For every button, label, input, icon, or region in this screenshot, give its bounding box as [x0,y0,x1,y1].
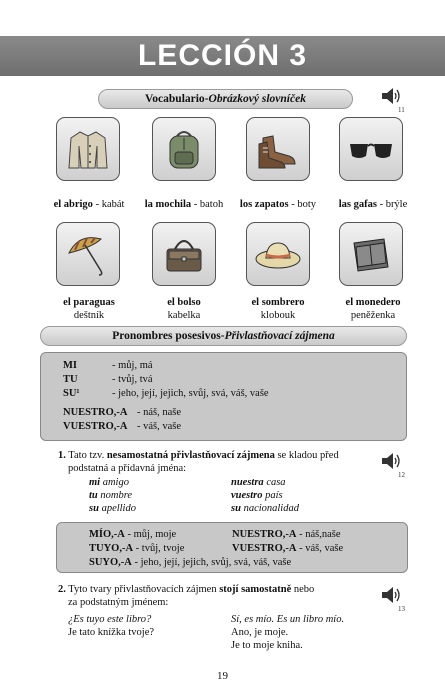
tile-glasses [339,117,403,181]
pronoun-row [63,388,80,399]
rule-number: 2. [58,584,66,595]
rule-text: se kladou před [274,450,339,461]
example [89,477,129,488]
caption-es: el sombrero [251,297,305,308]
vocabulary-header [98,89,353,109]
rule-1-line2: podstatná a přídavná jména: [68,463,187,474]
track-number: 13 [398,605,405,613]
caption-cz: peněženka [350,310,396,321]
caption-es: el monedero [345,297,401,308]
example [89,503,136,514]
rule-2-line2: za podstatným jménem: [68,597,169,608]
vocabulary-header-sep: - [204,93,209,105]
caption-4: las gafas - brýle [338,199,408,210]
caption-es: el abrigo [53,199,93,210]
shoes-icon [253,124,303,174]
speaker-icon[interactable] [381,87,403,105]
pronoun: VUESTRO,-A [232,543,297,554]
example-pronoun: vuestro [231,490,263,501]
vocabulary-header-cz: Obrázkový slovníček [208,93,306,105]
example-pronoun: su [231,503,241,514]
caption-es: el bolso [167,297,201,308]
pronouns-header-es: Pronombres posesivos [112,330,221,342]
example-noun: casa [263,477,286,488]
caption-2: la mochila - batoh [144,199,224,210]
tile-wallet [339,222,403,286]
tile-umbrella [56,222,120,286]
example-noun: nacionalidad [240,503,299,514]
example-answer-translation: Ano, je moje. [231,627,289,638]
pronoun-row [63,374,78,385]
pronoun: MÍO,-A [89,529,125,540]
glasses-icon [346,124,396,174]
tile-coat [56,117,120,181]
pronoun-row [63,407,127,418]
example-question-translation: Je tato knížka tvoje? [68,627,155,638]
backpack-icon [159,124,209,174]
pronoun-meaning: - můj, moje [127,529,177,540]
example [231,490,283,501]
caption-es: la mochila [144,199,192,210]
coat-icon [63,124,113,174]
caption-3: los zapatos - boty [239,199,317,210]
hat-icon [253,229,303,279]
tile-handbag [152,222,216,286]
lesson-title-banner [0,36,445,76]
example-answer: Sí, es mío. Es un libro mío. [231,614,345,625]
pronoun-row [89,529,176,540]
pronoun: TUYO,-A [89,543,134,554]
caption-cz: kabelka [167,310,201,321]
pronoun-row [89,557,291,568]
pronoun: NUESTRO,-A [232,529,297,540]
rule-2 [58,584,314,597]
pronoun-row [232,529,341,540]
example-pronoun: nuestra [231,477,264,488]
caption-es: el paraguas [63,297,115,308]
tile-hat [246,222,310,286]
pronoun: SU¹ [63,388,80,399]
caption-cz: deštník [73,310,105,321]
pronoun-meaning: - váš, vaše [137,421,182,432]
pronoun: NUESTRO,-A [63,407,128,418]
caption-5 [46,296,132,322]
pronoun: VUESTRO,-A [63,421,128,432]
pronoun-meaning: - tvůj, tvá [112,374,153,385]
lesson-title: LECCIÓN 3 [137,39,308,72]
example-noun: apellido [98,503,136,514]
pronoun: MI [63,360,77,371]
pronoun-row [63,360,77,371]
example [231,477,286,488]
rule-text: Tyto tvary přivlastňovacích zájmen [65,584,220,595]
pronoun-meaning: - můj, má [112,360,153,371]
example-pronoun: su [89,503,99,514]
example-pronoun: tu [89,490,98,501]
speaker-icon[interactable] [381,452,403,470]
handbag-icon [159,229,209,279]
vocabulary-header-es: Vocabulario [145,93,205,105]
rule-1 [58,450,339,463]
track-number: 12 [398,471,405,479]
speaker-icon[interactable] [381,586,403,604]
caption-7 [234,296,322,322]
pronoun-meaning: - jeho, její, jejich, svůj, svá, váš, vaše [134,557,292,568]
track-number: 11 [398,106,405,114]
pronouns-header [40,326,407,346]
pronoun-row [89,543,184,554]
pronoun: TU [63,374,78,385]
pronoun-row [232,543,343,554]
wallet-icon [346,229,396,279]
caption-cz: klobouk [260,310,296,321]
example-noun: país [262,490,283,501]
caption-cz: brýle [385,199,408,210]
caption-cz: boty [297,199,317,210]
pronoun-meaning: - náš,naše [299,529,341,540]
example-noun: nombre [97,490,133,501]
caption-1: el abrigo - kabát [53,199,125,210]
rule-text: nebo [291,584,315,595]
caption-es: las gafas [338,199,377,210]
caption-8 [328,296,418,322]
umbrella-icon [63,229,113,279]
rule-emphasis: stojí samostatně [219,584,292,595]
example-pronoun: mi [89,477,101,488]
rule-number: 1. [58,450,66,461]
caption-cz: kabát [101,199,125,210]
pronouns-header-sep: - [220,330,225,342]
caption-cz: batoh [199,199,224,210]
rule-emphasis: nesamostatná přivlastňovací zájmena [106,450,275,461]
caption-es: los zapatos [239,199,289,210]
caption-6 [140,296,228,322]
pronoun: SUYO,-A [89,557,132,568]
pronoun-meaning: - váš, vaše [299,543,344,554]
pronoun-meaning: - jeho, její, jejich, svůj, svá, váš, vaše [112,388,269,399]
pronoun-row [63,421,127,432]
example-noun: amigo [100,477,129,488]
tile-shoes [246,117,310,181]
pronouns-header-cz: Přivlastňovací zájmena [224,330,335,342]
example-answer-translation: Je to moje kniha. [231,640,303,651]
example-question: ¿Es tuyo este libro? [68,614,152,625]
rule-text: Tato tzv. [65,450,107,461]
tile-backpack [152,117,216,181]
pronoun-meaning: - náš, naše [137,407,182,418]
example [89,490,132,501]
pronoun-meaning: - tvůj, tvoje [135,543,185,554]
example [231,503,299,514]
page-number: 19 [217,670,228,682]
